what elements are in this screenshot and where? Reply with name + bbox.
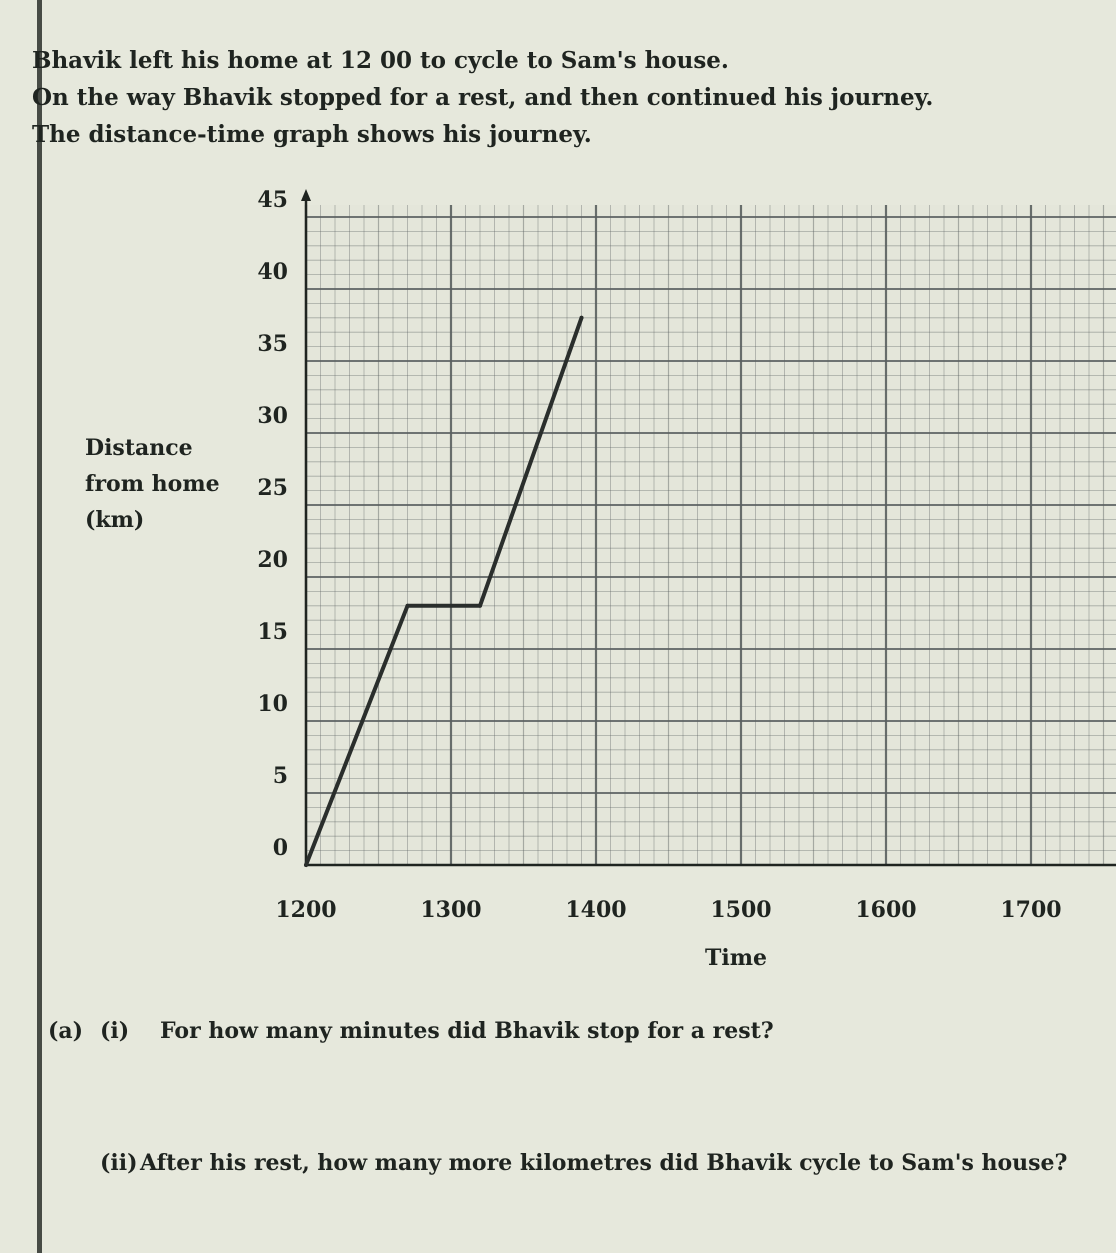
- y-axis-arrow: [301, 189, 311, 201]
- journey-point: [304, 863, 308, 867]
- question-a-i-text: For how many minutes did Bhavik stop for a rest?: [160, 1018, 774, 1044]
- x-tick-label: 1400: [565, 897, 627, 923]
- grid-background: [306, 205, 1116, 865]
- y-tick-label: 0: [272, 835, 288, 861]
- intro-line-3: The distance-time graph shows his journey.: [32, 121, 592, 148]
- y-tick-label: 20: [257, 547, 288, 573]
- x-tick-labels: [275, 897, 1061, 923]
- x-axis-label: Time: [704, 945, 768, 971]
- intro-line-2: On the way Bhavik stopped for a rest, and then continued his journey.: [32, 84, 934, 111]
- y-axis-label-line-3: (km): [85, 507, 145, 533]
- question-a-ii-text: After his rest, how many more kilometres did Bhavik cycle to Sam's house?: [140, 1150, 1068, 1176]
- y-tick-label: 35: [257, 331, 288, 357]
- question-a-ii-label: (ii): [100, 1150, 138, 1176]
- intro-line-1: Bhavik left his home at 12 00 to cycle to Sam's house.: [32, 47, 729, 74]
- x-tick-label: 1500: [710, 897, 772, 923]
- question-a-i-label: (i): [100, 1018, 130, 1044]
- y-tick-label: 5: [272, 763, 288, 789]
- grid-minor: [306, 205, 1116, 865]
- x-tick-label: 1200: [275, 897, 337, 923]
- y-axis-label-line-1: Distance: [85, 435, 193, 461]
- y-tick-label: 10: [257, 691, 288, 717]
- y-tick-label: 40: [257, 259, 288, 285]
- question-a-ii: [100, 1150, 1067, 1176]
- journey-point: [406, 604, 410, 608]
- y-tick-label: 25: [257, 475, 288, 501]
- y-tick-label: 15: [257, 619, 288, 645]
- question-a-label: (a): [48, 1018, 84, 1044]
- y-tick-labels: [257, 187, 288, 861]
- question-a-i: [48, 1018, 774, 1044]
- x-tick-label: 1300: [420, 897, 482, 923]
- x-tick-label: 1600: [855, 897, 917, 923]
- journey-point: [580, 316, 584, 320]
- y-axis-label-line-2: from home: [85, 471, 220, 497]
- y-tick-label: 45: [257, 187, 288, 213]
- journey-point: [478, 604, 482, 608]
- y-tick-label: 30: [257, 403, 288, 429]
- x-tick-label: 1700: [1000, 897, 1062, 923]
